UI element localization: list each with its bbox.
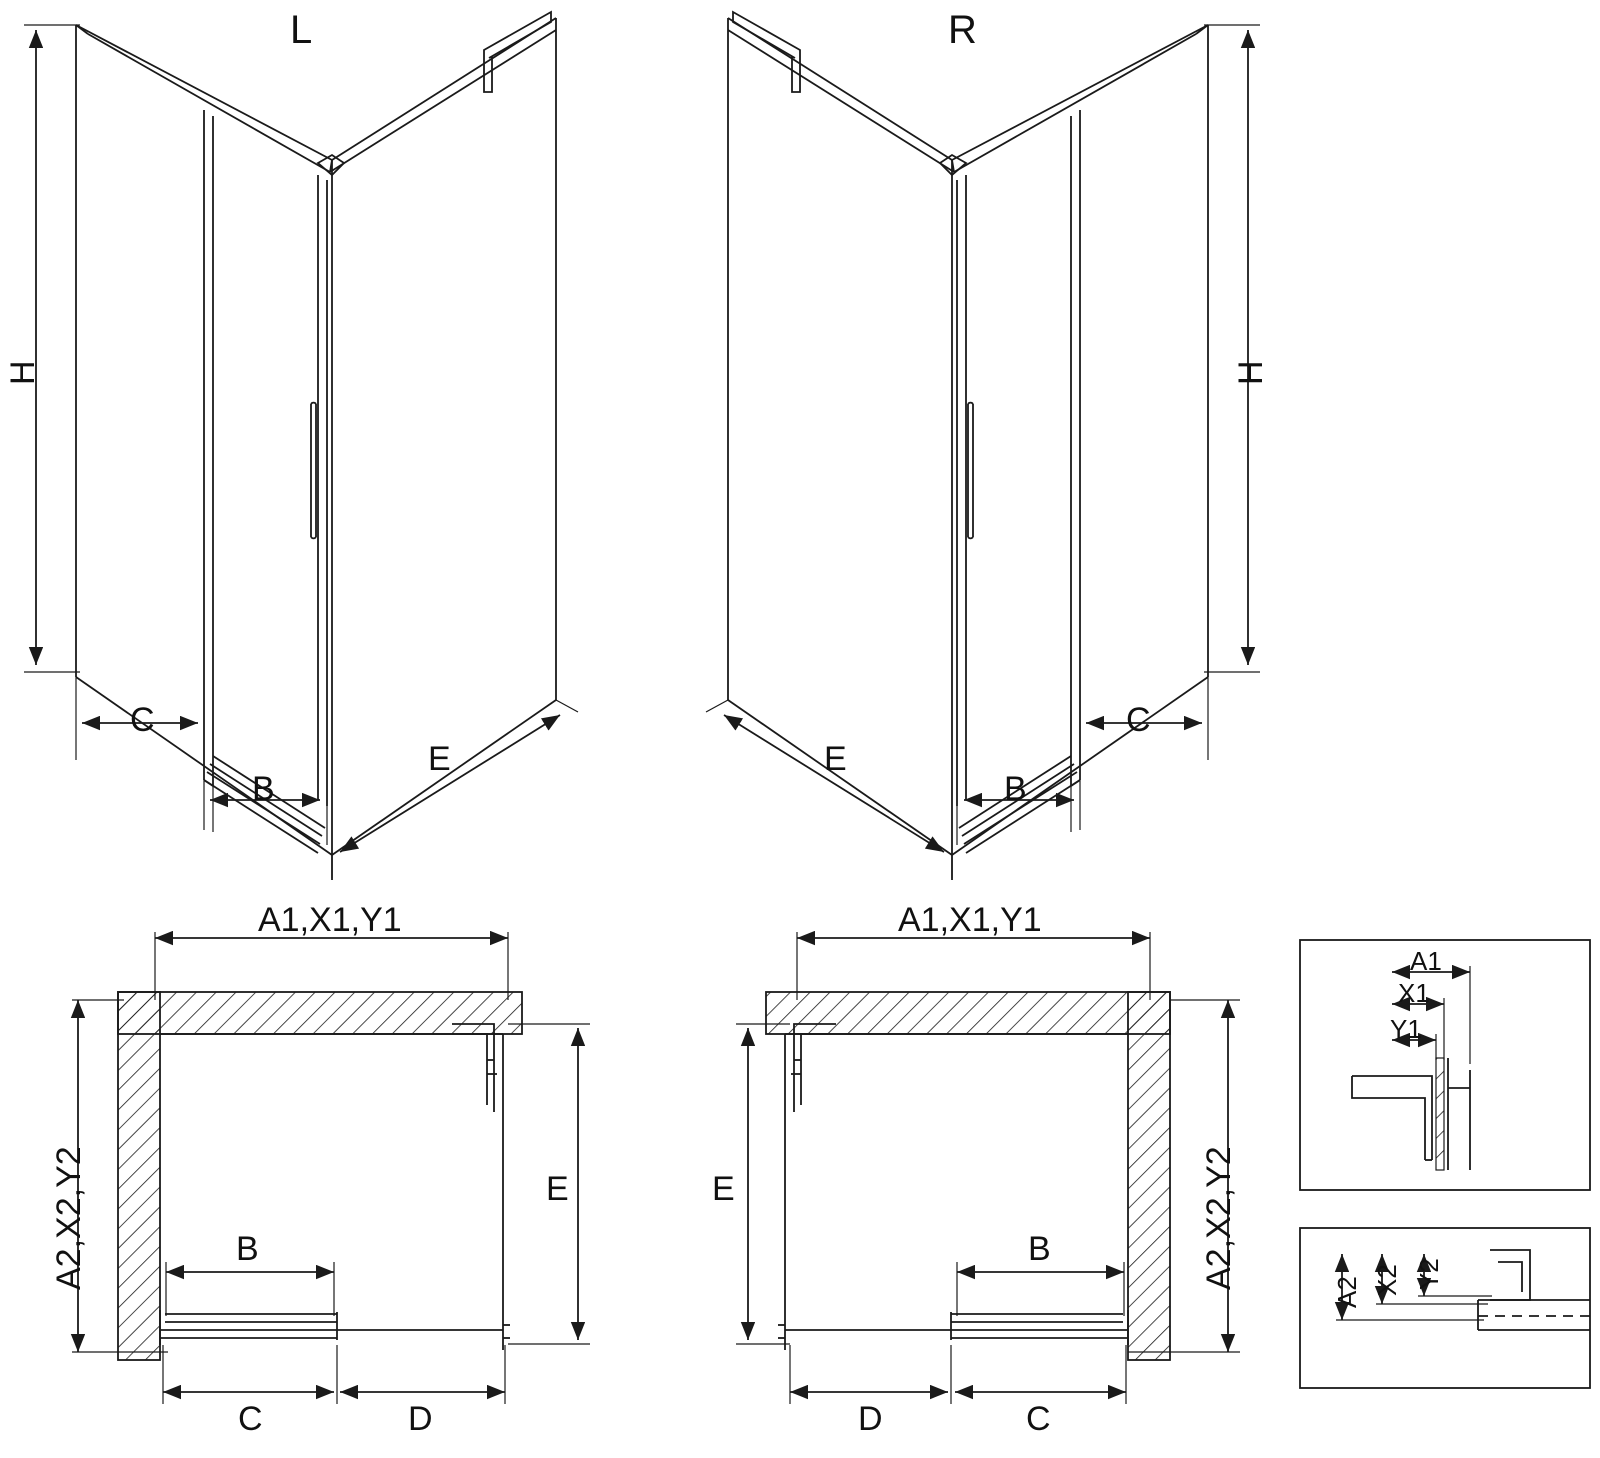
dim-label-e-left: E [428, 740, 451, 778]
dim-label-b-left: B [252, 770, 275, 808]
detail-top-x1: X1 [1398, 978, 1430, 1008]
plan-left-e-dim: E [546, 1170, 569, 1208]
dim-h-left [24, 25, 80, 672]
plan-left-top-dim: A1,X1,Y1 [258, 901, 402, 939]
dim-label-b-right: B [1004, 770, 1027, 808]
plan-left-side-dim: A2,X2,Y2 [50, 1146, 88, 1290]
detail-bottom-view [1300, 1228, 1590, 1388]
iso-left-view [76, 8, 556, 880]
plan-right-e-dim: E [712, 1170, 735, 1208]
detail-bottom-a2: A2 [1332, 1276, 1362, 1308]
dim-label-h-left: H [4, 360, 42, 385]
plan-left-d-dim: D [408, 1400, 433, 1438]
dim-label-e-right: E [824, 740, 847, 778]
detail-bottom-y2: Y2 [1414, 1258, 1444, 1290]
dim-label-c-right: C [1126, 701, 1151, 739]
detail-top-y1: Y1 [1390, 1014, 1422, 1044]
dim-label-h-right: H [1232, 360, 1270, 385]
plan-right-d-dim: D [858, 1400, 883, 1438]
detail-bottom-x2: X2 [1372, 1264, 1402, 1296]
plan-left-b-dim: B [236, 1230, 259, 1268]
plan-left-view [118, 992, 522, 1360]
detail-top-a1: A1 [1410, 946, 1442, 976]
dim-h-right [1204, 25, 1260, 672]
iso-right-view [728, 8, 1208, 880]
plan-right-c-dim: C [1026, 1400, 1051, 1438]
plan-left-c-dim: C [238, 1400, 263, 1438]
view-title-left: L [290, 8, 313, 52]
plan-right-b-dim: B [1028, 1230, 1051, 1268]
plan-right-view [766, 992, 1170, 1360]
plan-right-top-dim: A1,X1,Y1 [898, 901, 1042, 939]
plan-right-side-dim: A2,X2,Y2 [1200, 1146, 1238, 1290]
dim-label-c-left: C [130, 701, 155, 739]
detail-top-view [1300, 940, 1590, 1190]
view-title-right: R [948, 8, 977, 52]
